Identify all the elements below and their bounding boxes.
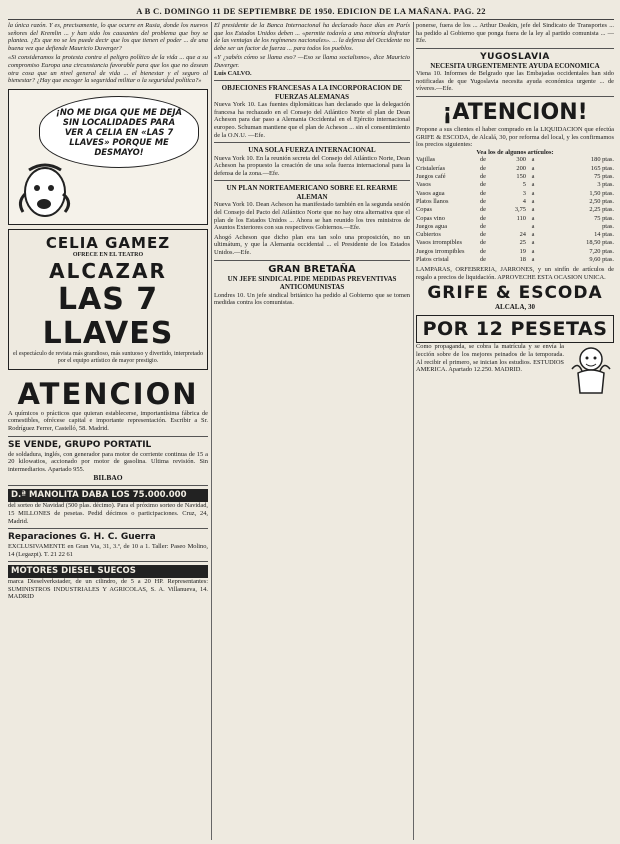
- price-cell-a: de: [479, 164, 487, 172]
- divider: [416, 96, 614, 97]
- price-cell-c: a: [531, 156, 535, 164]
- price-row: [416, 156, 614, 164]
- grife-escoda-name: GRIFE & ESCODA: [427, 283, 603, 304]
- price-row: [416, 215, 614, 223]
- subhead-yugoslavia: NECESITA URGENTEMENTE AYUDA ECONOMICA: [430, 61, 600, 70]
- price-cell-c: a: [531, 231, 535, 239]
- price-cell-b: 150: [516, 173, 526, 181]
- price-cell-label: Cristalerías: [416, 164, 446, 172]
- price-row: [416, 231, 614, 239]
- grupo-heading: SE VENDE, GRUPO PORTATIL: [8, 439, 152, 450]
- show-description: el espectáculo de revista más grandioso, más suntuoso y divertido, interpretado por el equipo artístico de mayor prestigio.: [13, 350, 203, 364]
- motores-text: marca Dieselverkstader, de un cilindro, de 5 a 20 HP. Representantes: SUMINISTROS INDUSTRIALES Y AGRICOLAS, S. A. Villanueva, 14. MADRID: [8, 578, 208, 601]
- article-fuerza: Nueva York 10. En la reunión secreta del Consejo del Atlántico Norte, Dean Acheson ha propuesto la creación de una sola fuerza internacional para la defensa de la zona.—Efe.: [214, 154, 410, 177]
- price-cell-label: Vasos irrompibles: [416, 239, 462, 247]
- price-cell-b: 5: [522, 181, 526, 189]
- divider: [8, 436, 208, 437]
- column-right: [416, 22, 614, 840]
- grupo-city: BILBAO: [93, 473, 123, 483]
- article-plan: Nueva York 10. Dean Acheson ha manifestado también en la segunda sesión del Consejo del Pacto del Atlántico Norte que no hay otra alternativa que el plan de los Estados Unidos ... Ahora se han reunido los tres ministros de Asuntos Exteriores con sus respectivos Gobiernos.—Efe.: [214, 201, 410, 232]
- article-plan-2: Ahogó Acheson que dicho plan era tan solo una proposición, no un ultimátum, y que la Alemania occidental ... el Presidente de los Estados Unidos.—Efe.: [214, 233, 410, 256]
- price-cell-label: Vasos: [416, 181, 431, 189]
- price-cell-d: 7,20 ptas.: [589, 247, 614, 255]
- divider: [8, 561, 208, 562]
- grife-address: ALCALA, 30: [494, 303, 536, 312]
- price-cell-a: de: [479, 206, 487, 214]
- lead-paragraph: El presidente de la Banca Internacional ha declarado hace días en París que los Estados Unidos deben ... «permite todavía a una minoría disfrutar de las ventajas de los regímenes nacionales». ... la defensa del Occidente no debe ser un factor de fuerza ... para todos los pueblos.: [214, 22, 410, 52]
- price-cell-c: a: [531, 256, 535, 263]
- price-cell-c: a: [531, 247, 535, 255]
- headline-gran-bretana: GRAN BRETAÑA: [268, 263, 356, 275]
- divider: [214, 80, 410, 81]
- price-row: [416, 165, 614, 173]
- article-objeciones: Nueva York 10. Las fuentes diplomáticas han declarado que la delegación francesa ha rechazado en el Consejo del Atlántico Norte el plan de Dean Acheson para dar paso a Alemania Occidental en el Ejército internacional europeo. Schuman mantiene que el plan de Acheson ... sin el consentimiento de la O.N.U. —Efe.: [214, 101, 410, 139]
- price-cell-b: 19: [519, 247, 526, 255]
- quote: «Y ¿sabéis cómo se llama eso? —Eso se llama socialismo», dice Mauricio Duverger.: [214, 54, 410, 69]
- price-cell-b: 3: [522, 189, 526, 197]
- article-jefe-sindical: Londres 10. Un jefe sindical británico ha pedido al Gobierno que se tomen medidas contra los comunistas.: [214, 291, 410, 307]
- price-cell-d: 18,50 ptas.: [586, 239, 614, 247]
- price-cell-d: 9,60 ptas.: [589, 256, 614, 263]
- price-cell-d: 1,50 ptas.: [589, 189, 614, 197]
- star-name: CELIA GAMEZ: [45, 233, 171, 252]
- headline-fuerza: UNA SOLA FUERZA INTERNACIONAL: [248, 146, 376, 155]
- atencion-heading: ATENCION: [17, 376, 199, 411]
- price-cell-c: a: [531, 206, 535, 214]
- divider: [8, 528, 208, 529]
- price-cell-b: 25: [519, 239, 526, 247]
- price-cell-a: de: [479, 156, 487, 164]
- price-cell-a: de: [479, 197, 487, 205]
- price-cell-d: 2,25 ptas.: [589, 206, 614, 214]
- price-cell-a: de: [479, 189, 487, 197]
- price-list: [416, 156, 614, 264]
- divider: [214, 142, 410, 143]
- show-title: LAS 7 LLAVES: [42, 281, 174, 351]
- manolita-text: del sorteo de Navidad (500 plas. décimo). Para el próximo sorteo de Navidad, 15 MILLONES de pesetas. Pedid décimos o participaciones. Cruz, 24, Madrid.: [8, 502, 208, 525]
- price-cell-label: Copas vino: [416, 214, 445, 222]
- price-cell-b: 3,75: [514, 206, 526, 214]
- price-cell-a: de: [479, 222, 487, 230]
- intro-paragraph-2: «Si consideramos la protesta contra el peligro político de la vida ... que a su compromiso Europa una circunstancia favorable para que los que no desean otra cosa que un nivel general de vida ... el bienestar y el seguro al bienestar? ¿Hay que escoger la seguridad militar o la seguridad política?»: [8, 54, 208, 85]
- cartoon-ad: [8, 89, 208, 225]
- price-row: [416, 223, 614, 231]
- price-cell-c: a: [531, 197, 535, 205]
- price-cell-d: 75 ptas.: [594, 173, 614, 181]
- column-middle: [214, 22, 410, 840]
- price-cell-c: a: [531, 164, 535, 172]
- price-cell-d: 3 ptas.: [597, 181, 614, 189]
- price-cell-label: Juegos café: [416, 173, 446, 181]
- divider: [8, 485, 208, 486]
- por-12-text: Como propaganda, se cobra la matrícula y se envía la lección sobre de los mejores peinados de la temporada. Al recibir el primero, se inician los estudios. ESTUDIOS AMERICA. Apartado 12.250. MADRID.: [416, 343, 564, 374]
- price-cell-b: 300: [516, 156, 526, 164]
- reparaciones-text: EXCLUSIVAMENTE en Gran Via, 31, 3.º, de 10 a 1. Taller: Paseo Molino, 14 (Legazpi). T. 21 22 61: [8, 543, 208, 558]
- por-12-pesetas-heading: POR 12 PESETAS: [416, 315, 614, 343]
- price-row: [416, 181, 614, 189]
- price-cell-c: a: [531, 222, 535, 230]
- column-rule-1: [211, 22, 212, 840]
- price-cell-a: de: [479, 256, 487, 263]
- price-row: [416, 239, 614, 247]
- price-cell-c: a: [531, 189, 535, 197]
- price-cell-c: a: [531, 239, 535, 247]
- headline-plan: UN PLAN NORTEAMERICANO SOBRE EL REARME ALEMAN: [226, 184, 398, 201]
- price-cell-b: 24: [519, 231, 526, 239]
- fainting-man-icon: [15, 162, 73, 224]
- cherub-logo-icon: [568, 343, 614, 397]
- headline-jefe-sindical: UN JEFE SINDICAL PIDE MEDIDAS PREVENTIVAS ANTICOMUNISTAS: [227, 274, 397, 292]
- price-cell-a: de: [479, 214, 487, 222]
- price-cell-d: ptas.: [602, 222, 614, 230]
- price-cell-a: de: [479, 239, 487, 247]
- article-yugoslavia: Viena 10. Informes de Belgrado que las Embajadas occidentales han sido notificadas de que Yugoslavia necesita ayuda económica urgente ... de víveres.—Efe.: [416, 70, 614, 93]
- price-cell-d: 14 ptas.: [594, 231, 614, 239]
- grupo-text: de soldadura, inglés, con generador para motor de corriente continua de 15 a 20 kilowatios, accionado por motor de gasolina. Ultima revisión. Sin intermediarios. Apartado 955.: [8, 450, 208, 473]
- column-rule-2: [413, 22, 414, 840]
- divider: [214, 260, 410, 261]
- prices-intro: Vea los de algunos artículos:: [476, 148, 554, 156]
- top-paragraph: ponerse, fuera de los ... Arthur Deakin, jefe del Sindicato de Transportes ... ha pedido al Gobierno que ponga fuera de la ley al partido comunista ... —Efe.: [416, 22, 614, 45]
- price-cell-label: Vajillas: [416, 156, 436, 164]
- divider: [416, 48, 614, 49]
- price-row: [416, 190, 614, 198]
- price-cell-d: 180 ptas.: [590, 156, 614, 164]
- speech-bubble: ¡NO ME DIGA QUE ME DEJA SIN LOCALIDADES PARA VER A CELIA EN «LAS 7 LLAVES» PORQUE ME DESMAYO!: [39, 96, 199, 168]
- price-cell-b: 4: [522, 197, 526, 205]
- intro-paragraph: la única razón. Y es, precisamente, lo que ocurre en Rusia, donde los nuevos señores del Kremlin ... y han sido los causantes del problema que hoy se plantea. ¿Es que no se les puede decir que los que tienen el poder ... de una buena vez que defiende Mauricio Duverger?: [8, 22, 208, 52]
- price-row: [416, 256, 614, 264]
- price-cell-d: 165 ptas.: [590, 164, 614, 172]
- price-cell-d: 75 ptas.: [594, 214, 614, 222]
- atencion-heading-right: ¡ATENCION!: [442, 100, 588, 126]
- manolita-heading: D.ª MANOLITA DABA LOS 75.000.000: [8, 489, 208, 502]
- page-header: A B C. DOMINGO 11 DE SEPTIEMBRE DE 1950. EDICION DE LA MAÑANA. PAG. 22: [8, 4, 614, 20]
- motores-heading: MOTORES DIESEL SUECOS: [8, 565, 208, 578]
- price-cell-a: de: [479, 231, 487, 239]
- price-row: [416, 206, 614, 214]
- atencion-right-text: Propone a sus clientes el haber comprado en la LIQUIDACION que efectúa GRIFE & ESCODA, de Alcalá, 30, por reforma del local, y les confirmamos los precios siguientes:: [416, 126, 614, 149]
- price-cell-label: Juegos agua: [416, 222, 448, 230]
- atencion-text: A químicos o prácticos que quieran establecerse, importantísima fábrica de comestibles, ofrécese capital e importante representación. Escribir a Sr. Rodríguez Ferrer, Castelló, 58. Madrid.: [8, 409, 208, 432]
- theatre-name: ALCAZAR: [49, 258, 167, 283]
- price-cell-d: 2,50 ptas.: [589, 197, 614, 205]
- price-row: [416, 198, 614, 206]
- price-cell-b: [492, 223, 526, 231]
- price-cell-c: a: [531, 214, 535, 222]
- price-row: [416, 173, 614, 181]
- show-offers: OFRECE EN EL TEATRO: [72, 251, 144, 258]
- price-cell-label: Platos cristal: [416, 256, 449, 263]
- price-cell-a: de: [479, 181, 487, 189]
- price-cell-c: a: [531, 181, 535, 189]
- price-cell-a: de: [479, 247, 487, 255]
- price-row: [416, 248, 614, 256]
- price-cell-label: Copas: [416, 206, 432, 214]
- celia-gamez-ad: [8, 229, 208, 370]
- price-cell-a: de: [479, 173, 487, 181]
- columns: [8, 22, 614, 840]
- reparaciones-heading: Reparaciones G. H. C. Guerra: [8, 532, 156, 543]
- price-cell-label: Juegos irrompibles: [416, 247, 465, 255]
- price-cell-label: Platos llanos: [416, 197, 449, 205]
- headline-objeciones: OBJECIONES FRANCESAS A LA INCORPORACION DE FUERZAS ALEMANAS: [221, 84, 403, 101]
- price-cell-c: a: [531, 173, 535, 181]
- price-cell-label: Cubiertos: [416, 231, 441, 239]
- price-cell-b: 200: [516, 164, 526, 172]
- headline-yugoslavia: YUGOSLAVIA: [480, 51, 550, 62]
- column-left: [8, 22, 208, 840]
- price-cell-label: Vasos agua: [416, 189, 445, 197]
- prices-footer: LAMPARAS, ORFEBRERIA, JARRONES, y un sinfín de artículos de regalo a precios de liquidación. APROVECHE ESTA OCASION UNICA.: [416, 266, 614, 281]
- divider: [214, 180, 410, 181]
- price-cell-b: 110: [516, 214, 526, 222]
- price-cell-b: 18: [519, 256, 526, 263]
- byline: Luis CALVO.: [214, 69, 252, 77]
